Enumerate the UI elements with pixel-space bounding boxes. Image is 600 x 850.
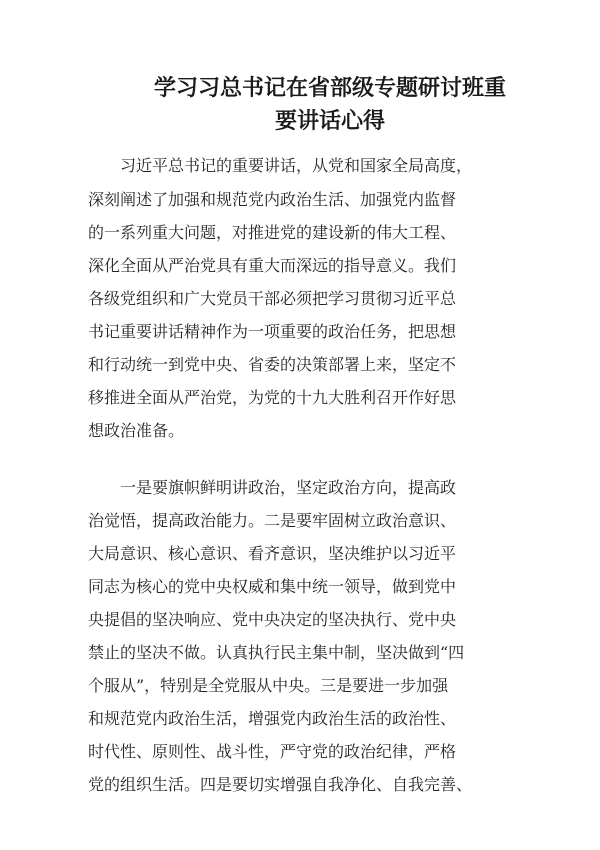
paragraph-1-line: 的一系列重大问题，对推进党的建设新的伟大工程、 [88,223,457,242]
paragraph-2-line: 党的组织生活。四是要切实增强自我净化、自我完善、 [88,775,473,794]
paragraph-1-line: 和行动统一到党中央、省委的决策部署上来，坚定不 [88,355,457,374]
paragraph-2-line: 和规范党内政治生活，增强党内政治生活的政治性、 [88,709,457,728]
document-title-line-2: 要讲话心得 [274,109,385,134]
paragraph-2-line: 时代性、原则性、战斗性，严守党的政治纪律，严格 [88,742,457,761]
paragraph-2-line: 央提倡的坚决响应、党中央决定的坚决执行、党中央 [88,610,457,629]
paragraph-1-line: 深刻阐述了加强和规范党内政治生活、加强党内监督 [88,190,457,209]
paragraph-2-line: 大局意识、核心意识、看齐意识，坚决维护以习近平 [88,544,457,563]
paragraph-1-line: 书记重要讲话精神作为一项重要的政治任务，把思想 [88,322,457,341]
paragraph-2-line: 治觉悟，提高政治能力。二是要牢固树立政治意识、 [88,511,457,530]
paragraph-2-line: 同志为核心的党中央权威和集中统一领导，做到党中 [88,577,457,596]
paragraph-2-line: 一是要旗帜鲜明讲政治，坚定政治方向，提高政 [88,478,457,497]
document-title-line-1: 学习习总书记在省部级专题研讨班重 [153,76,506,101]
paragraph-1-line: 移推进全面从严治党，为党的十九大胜利召开作好思 [88,388,457,407]
paragraph-1-line: 习近平总书记的重要讲话，从党和国家全局高度， [88,156,473,175]
paragraph-2-line: 禁止的坚决不做。认真执行民主集中制，坚决做到“四 [88,643,465,662]
paragraph-1-line: 各级党组织和广大党员干部必须把学习贯彻习近平总 [88,289,457,308]
paragraph-2-line: 个服从”，特别是全党服从中央。三是要进一步加强 [88,676,449,695]
paragraph-1-line: 想政治准备。 [88,421,185,440]
paragraph-1-line: 深化全面从严治党具有重大而深远的指导意义。我们 [88,256,457,275]
